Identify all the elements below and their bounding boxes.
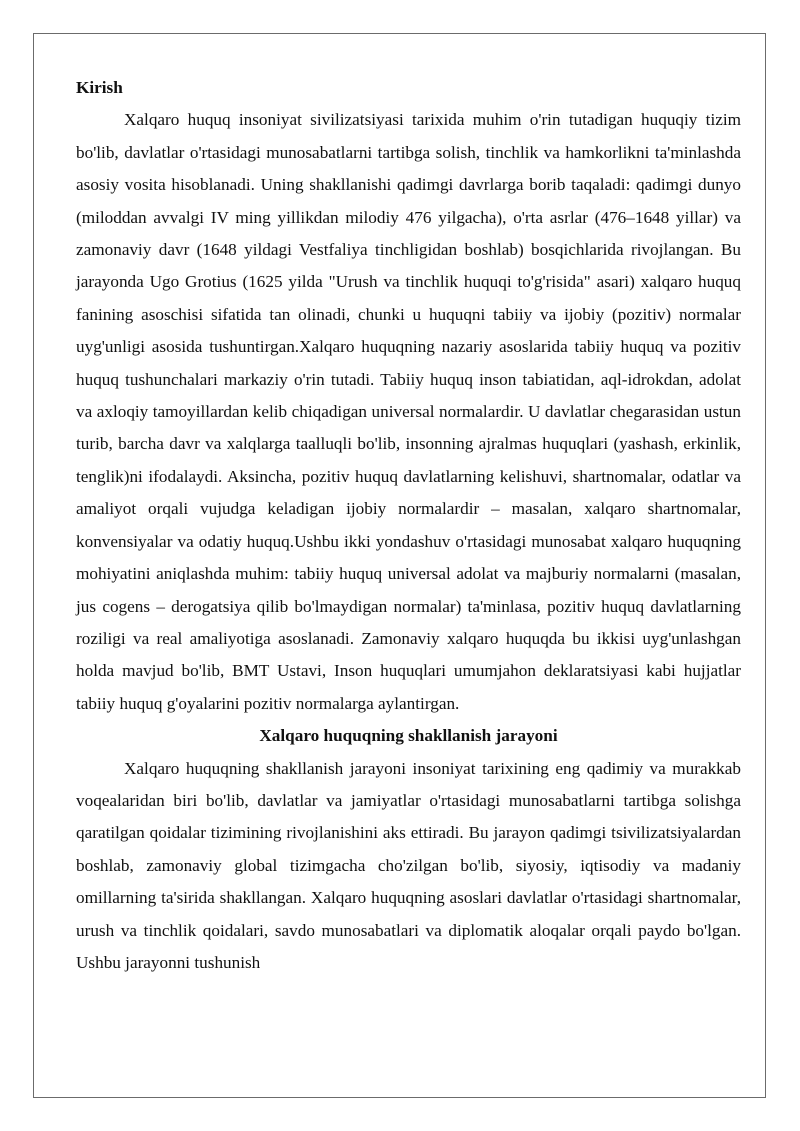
formation-paragraph: Xalqaro huquqning shakllanish jarayoni insoniyat tarixining eng qadimiy va murakkab voqealaridan biri bo'lib, davlatlar va jamiyatlar o'rtasidagi munosabatlarni tartibga solishga qaratilgan qoidalar tizimining rivojlanishini aks ettiradi. Bu jarayon qadimgi tsivilizatsiyalardan boshlab, zamonaviy global tizimgacha cho'zilgan bo'lib, siyosiy, iqtisodiy va madaniy omillarning ta'sirida shakllangan. Xalqaro huquqning asoslari davlatlar o'rtasidagi shartnomalar, urush va tinchlik qoidalari, savdo munosabatlari va diplomatik aloqalar orqali paydo bo'lgan. Ushbu jarayonni tushunish <box>76 758 741 972</box>
section-heading-formation: Xalqaro huquqning shakllanish jarayoni <box>259 726 558 746</box>
section-heading-intro: Kirish <box>76 78 123 97</box>
document-body <box>76 72 741 979</box>
intro-paragraph: Xalqaro huquq insoniyat sivilizatsiyasi tarixida muhim o'rin tutadigan huquqiy tizim bo'lib, davlatlar o'rtasidagi munosabatlarni tartibga solish, tinchlik va hamkorlikni ta'minlashda asosiy vosita hisoblanadi. Uning shakllanishi qadimgi davrlarga borib taqaladi: qadimgi dunyo (miloddan avvalgi IV ming yillikdan milodiy 476 yilgacha), o'rta asrlar (476–1648 yillar) va zamonaviy davr (1648 yildagi Vestfaliya tinchligidan boshlab) bosqichlarida rivojlangan. Bu jarayonda Ugo Grotius (1625 yilda "Urush va tinchlik huquqi to'g'risida" asari) xalqaro huquq fanining asoschisi sifatida tan olinadi, chunki u huquqni tabiiy va ijobiy (pozitiv) normalar uyg'unligi asosida tushuntirgan.Xalqaro huquqning nazariy asoslarida tabiiy huquq va pozitiv huquq tushunchalari markaziy o'rin tutadi. Tabiiy huquq inson tabiatidan, aql-idrokdan, adolat va axloqiy tamoyillardan kelib chiqadigan universal normalardir. U davlatlar chegarasidan ustun turib, barcha davr va xalqlarga taalluqli bo'lib, insonning ajralmas huquqlari (yashash, erkinlik, tenglik)ni ifodalaydi. Aksincha, pozitiv huquq davlatlarning kelishuvi, shartnomalar, odatlar va amaliyot orqali vujudga keladigan ijobiy normalardir – masalan, xalqaro shartnomalar, konvensiyalar va odatiy huquq.Ushbu ikki yondashuv o'rtasidagi munosabat xalqaro huquqning mohiyatini aniqlashda muhim: tabiiy huquq universal adolat va majburiy normalarni (masalan, jus cogens – derogatsiya qilib bo'lmaydigan normalar) ta'minlasa, pozitiv huquq davlatlarning roziligi va real amaliyotiga asoslanadi. Zamonaviy xalqaro huquqda bu ikkisi uyg'unlashgan holda mavjud bo'lib, BMT Ustavi, Inson huquqlari umumjahon deklaratsiyasi kabi hujjatlar tabiiy huquq g'oyalarini pozitiv normalarga aylantirgan. <box>76 110 741 713</box>
